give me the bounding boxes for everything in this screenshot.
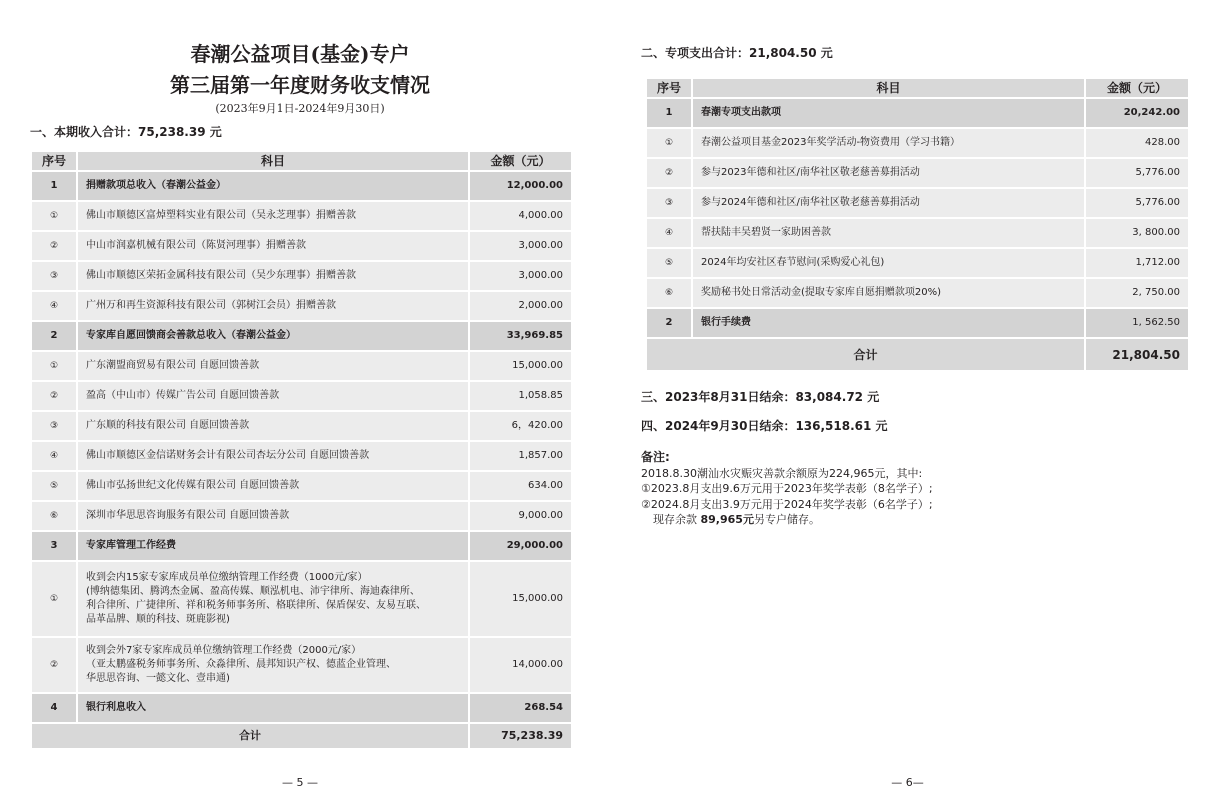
header-amount: 金额（元） (1085, 78, 1189, 98)
table-row (31, 291, 572, 321)
row-subject: 参与2023年德和社区/南华社区敬老慈善募捐活动 (692, 158, 1085, 188)
row-seq: ③ (31, 261, 77, 291)
row-amount: 15,000.00 (469, 561, 572, 637)
total-label: 合计 (31, 723, 469, 749)
table-row (31, 201, 572, 231)
table-row (646, 128, 1189, 158)
table-row (646, 278, 1189, 308)
row-amount: 1, 562.50 (1085, 308, 1189, 338)
row-amount: 9,000.00 (469, 501, 572, 531)
notes-section (641, 450, 933, 528)
row-seq: 2 (646, 308, 692, 338)
row-seq: ① (31, 561, 77, 637)
page-number: — 6— (891, 776, 924, 789)
document-subtitle: 第三届第一年度财务收支情况 (170, 73, 430, 97)
row-amount: 20,242.00 (1085, 98, 1189, 128)
row-subject-line: 收到会外7家专家库成员单位缴纳管理工作经费（2000元/家） (86, 645, 362, 656)
notes-amount: 89,965元 (700, 513, 754, 527)
notes-line: 2018.8.30潮汕水灾赈灾善款余额原为224,965元，其中: (641, 466, 923, 480)
notes-line: ②2024.8月支出3.9万元用于2024年奖学表彰（6名学子）; (641, 497, 933, 511)
table-row (31, 261, 572, 291)
expense-total-heading: 二、专项支出合计：21,804.50 元 (641, 46, 833, 60)
table-row (31, 441, 572, 471)
notes-line (641, 512, 933, 528)
row-subject-line: (博纳德集团、腾鸿杰金属、盈高传媒、顺泓机电、沛宇律所、海迪森律所、 (86, 586, 420, 597)
row-amount: 428.00 (1085, 128, 1189, 158)
document-title: 春潮公益项目(基金)专户 (190, 42, 410, 66)
table-row (31, 561, 572, 637)
row-amount: 29,000.00 (469, 531, 572, 561)
income-total-heading: 一、本期收入合计：75,238.39 元 (30, 125, 222, 139)
row-subject-line: （亚太鹏盛税务师事务所、众淼律所、晨邦知识产权、德蓝企业管理、 (86, 659, 396, 670)
row-subject: 春潮公益项目基金2023年奖学活动-物资费用（学习书籍） (692, 128, 1085, 158)
row-seq: ⑤ (31, 471, 77, 501)
row-seq: ① (31, 201, 77, 231)
row-seq: ④ (31, 291, 77, 321)
row-amount: 1,857.00 (469, 441, 572, 471)
row-subject: 深圳市华思思咨询服务有限公司 自愿回馈善款 (77, 501, 469, 531)
row-amount: 3,000.00 (469, 261, 572, 291)
table-row (646, 218, 1189, 248)
row-subject: 广东潮盟商贸易有限公司 自愿回馈善款 (77, 351, 469, 381)
table-row (31, 171, 572, 201)
row-seq: 4 (31, 693, 77, 723)
row-amount: 4,000.00 (469, 201, 572, 231)
notes-line: ①2023.8月支出9.6万元用于2023年奖学表彰（8名学子）; (641, 482, 933, 496)
row-subject (77, 637, 469, 693)
row-seq: ② (31, 231, 77, 261)
row-seq: ② (31, 637, 77, 693)
row-subject: 银行手续费 (692, 308, 1085, 338)
row-subject: 参与2024年德和社区/南华社区敬老慈善募捐活动 (692, 188, 1085, 218)
expense-table-header (646, 78, 1189, 98)
row-subject-line: 利合律所、广捷律所、祥和税务师事务所、格联律所、保盾保安、友易互联、 (86, 600, 426, 611)
header-subject: 科目 (692, 78, 1085, 98)
row-subject (77, 561, 469, 637)
row-subject: 银行利息收入 (77, 693, 469, 723)
table-row (31, 231, 572, 261)
row-subject-line: 华思思咨询、一懿文化、壹串通) (86, 673, 230, 684)
row-amount: 33,969.85 (469, 321, 572, 351)
row-amount: 1,058.85 (469, 381, 572, 411)
row-seq: 2 (31, 321, 77, 351)
row-subject: 专家库管理工作经费 (77, 531, 469, 561)
table-row (31, 501, 572, 531)
table-row (31, 381, 572, 411)
income-table (30, 150, 573, 750)
row-subject: 2024年均安社区春节慰问(采购爱心礼包) (692, 248, 1085, 278)
row-amount: 1,712.00 (1085, 248, 1189, 278)
row-seq: ② (646, 158, 692, 188)
row-subject: 盈高（中山市）传媒广告公司 自愿回馈善款 (77, 381, 469, 411)
row-subject: 春潮专项支出款项 (692, 98, 1085, 128)
document-period: (2023年9月1日-2024年9月30日) (215, 102, 385, 115)
table-row (31, 693, 572, 723)
row-seq: ⑥ (31, 501, 77, 531)
row-subject: 奖励秘书处日常活动金(提取专家库自愿捐赠款项20%) (692, 278, 1085, 308)
table-row (31, 531, 572, 561)
row-seq: ③ (31, 411, 77, 441)
row-seq: ② (31, 381, 77, 411)
row-subject: 捐赠款项总收入（春潮公益金） (77, 171, 469, 201)
page-number: — 5 — (282, 776, 318, 789)
table-row (31, 321, 572, 351)
income-table-header (31, 151, 572, 171)
table-row (31, 351, 572, 381)
row-seq: ⑥ (646, 278, 692, 308)
table-row (31, 637, 572, 693)
row-seq: ④ (646, 218, 692, 248)
table-row (31, 471, 572, 501)
row-subject: 佛山市顺德区富焯塑料实业有限公司（吴永芝理事）捐赠善款 (77, 201, 469, 231)
row-amount: 2, 750.00 (1085, 278, 1189, 308)
row-amount: 5,776.00 (1085, 158, 1189, 188)
row-amount: 5,776.00 (1085, 188, 1189, 218)
row-amount: 2,000.00 (469, 291, 572, 321)
header-seq: 序号 (31, 151, 77, 171)
page-6 (605, 0, 1210, 805)
row-subject: 广州万和再生资源科技有限公司（郭树江会员）捐赠善款 (77, 291, 469, 321)
notes-text: 现存余款 (653, 513, 701, 527)
row-subject-line: 收到会内15家专家库成员单位缴纳管理工作经费（1000元/家） (86, 572, 368, 583)
row-subject: 广东顺的科技有限公司 自愿回馈善款 (77, 411, 469, 441)
row-seq: ① (31, 351, 77, 381)
row-subject: 专家库自愿回馈商会善款总收入（春潮公益金） (77, 321, 469, 351)
expense-table (645, 77, 1190, 372)
row-amount: 3, 800.00 (1085, 218, 1189, 248)
row-seq: 1 (646, 98, 692, 128)
row-subject: 佛山市顺德区金信诺财务会计有限公司杏坛分公司 自愿回馈善款 (77, 441, 469, 471)
total-amount: 75,238.39 (469, 723, 572, 749)
row-subject: 帮扶陆丰吴碧贤一家助困善款 (692, 218, 1085, 248)
row-seq: ⑤ (646, 248, 692, 278)
row-seq: ① (646, 128, 692, 158)
total-row (646, 338, 1189, 371)
notes-title: 备注: (641, 450, 670, 464)
row-subject-line: 品革品牌、顺的科技、斑鹿影视) (86, 614, 230, 625)
table-row (646, 248, 1189, 278)
row-amount: 268.54 (469, 693, 572, 723)
row-subject: 佛山市顺德区荣拓金属科技有限公司（吴少东理事）捐赠善款 (77, 261, 469, 291)
table-row (31, 411, 572, 441)
total-row (31, 723, 572, 749)
row-subject: 佛山市弘扬世纪文化传媒有限公司 自愿回馈善款 (77, 471, 469, 501)
row-seq: ③ (646, 188, 692, 218)
row-seq: 3 (31, 531, 77, 561)
header-seq: 序号 (646, 78, 692, 98)
row-seq: ④ (31, 441, 77, 471)
row-subject: 中山市润嘉机械有限公司（陈贤河理事）捐赠善款 (77, 231, 469, 261)
balance-2023-heading: 三、2023年8月31日结余：83,084.72 元 (641, 390, 880, 404)
header-amount: 金额（元） (469, 151, 572, 171)
table-row (646, 188, 1189, 218)
notes-text: 另专户储存。 (753, 513, 820, 527)
table-row (646, 98, 1189, 128)
row-amount: 634.00 (469, 471, 572, 501)
balance-2024-heading: 四、2024年9月30日结余：136,518.61 元 (641, 419, 888, 433)
row-amount: 14,000.00 (469, 637, 572, 693)
table-row (646, 308, 1189, 338)
row-amount: 15,000.00 (469, 351, 572, 381)
total-amount: 21,804.50 (1085, 338, 1189, 371)
table-row (646, 158, 1189, 188)
row-seq: 1 (31, 171, 77, 201)
header-subject: 科目 (77, 151, 469, 171)
total-label: 合计 (646, 338, 1085, 371)
row-amount: 6，420.00 (469, 411, 572, 441)
row-amount: 12,000.00 (469, 171, 572, 201)
row-amount: 3,000.00 (469, 231, 572, 261)
